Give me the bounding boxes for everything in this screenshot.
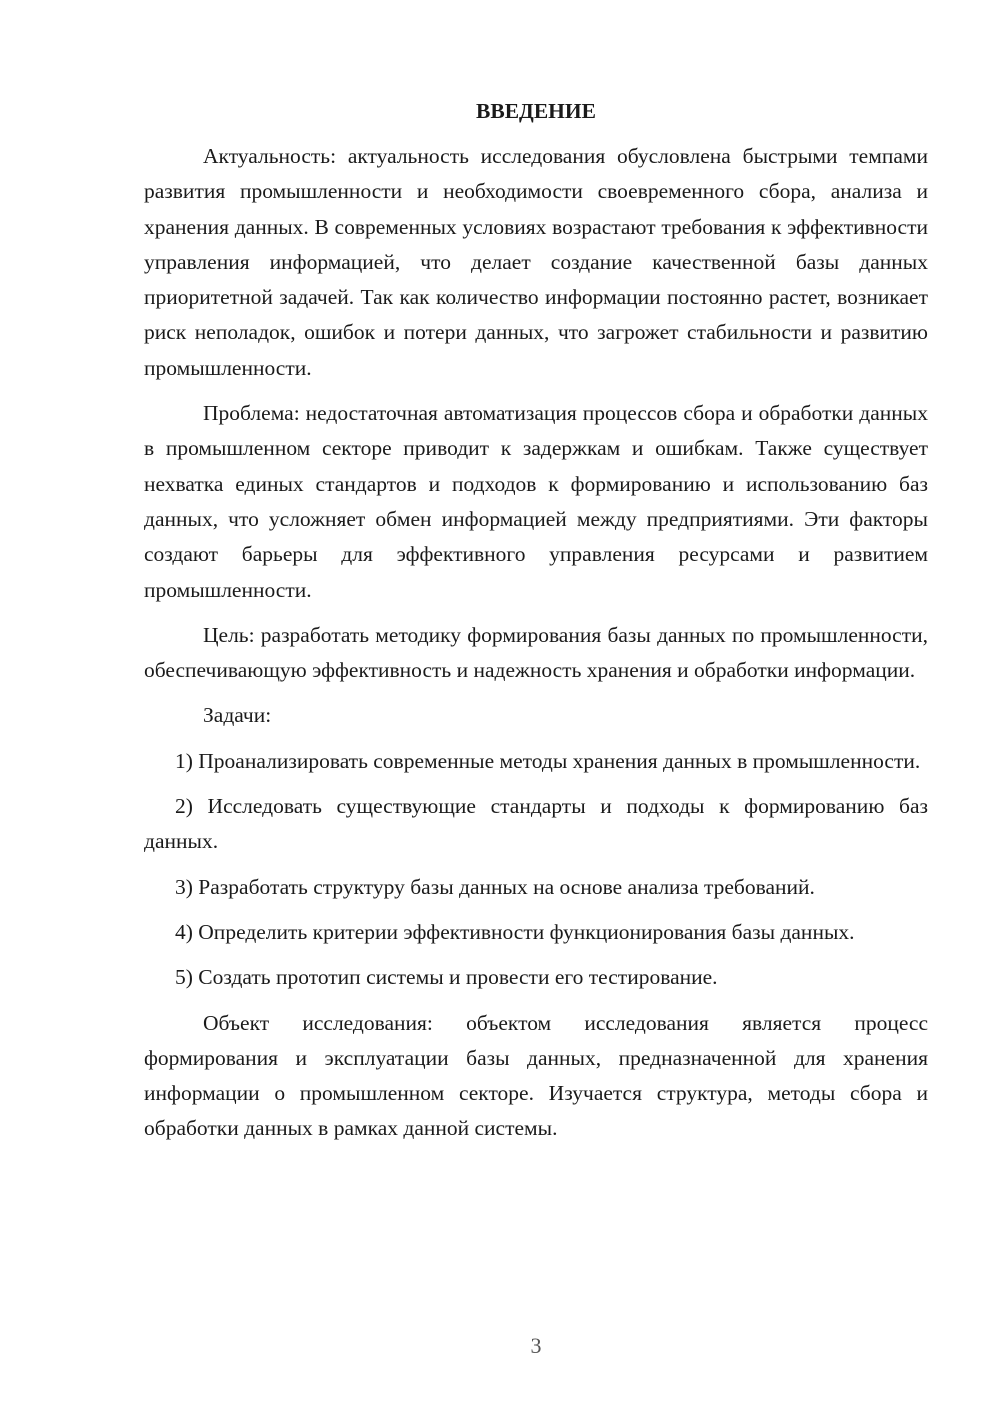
- tasks-label: Задачи:: [203, 703, 272, 728]
- relevance-paragraph: Актуальность: актуальность исследования обусловлена быстрыми темпами развития промышленности и необходимости своевременного сбора, анализа и хранения данных. В современных условиях возрастают требования к эффективности управления информацией, что делает создание качественной базы данных приоритетной задачей. Так как количество информации постоянно растет, возникает риск неполадок, ошибок и потери данных, что загрожет стабильности и развитию промышленности.: [144, 144, 928, 380]
- task-item: 4) Определить критерии эффективности функционирования базы данных.: [175, 919, 855, 944]
- task-item: 2) Исследовать существующие стандарты и подходы к формированию баз данных.: [144, 794, 928, 854]
- document-body: [144, 94, 928, 1157]
- task-item: 5) Создать прототип системы и провести его тестирование.: [175, 965, 718, 990]
- page-number: 3: [530, 1333, 542, 1358]
- goal-paragraph: Цель: разработать методику формирования базы данных по промышленности, обеспечивающую эффективность и надежность хранения и обработки информации.: [144, 622, 928, 683]
- object-paragraph: Объект исследования: объектом исследования является процесс формирования и эксплуатации базы данных, предназначенной для хранения информации о промышленном секторе. Изучается структура, методы сбора и обработки данных в рамках данной системы.: [144, 1010, 928, 1141]
- task-item: 1) Проанализировать современные методы хранения данных в промышленности.: [175, 748, 921, 773]
- task-item: 3) Разработать структуру базы данных на основе анализа требований.: [175, 874, 815, 899]
- problem-paragraph: Проблема: недостаточная автоматизация процессов сбора и обработки данных в промышленном секторе приводит к задержкам и ошибкам. Также существует нехватка единых стандартов и подходов к формированию и использованию баз данных, что усложняет обмен информацией между предприятиями. Эти факторы создают барьеры для эффективного управления ресурсами и развитием промышленности.: [144, 401, 928, 602]
- section-heading: ВВЕДЕНИЕ: [476, 99, 596, 123]
